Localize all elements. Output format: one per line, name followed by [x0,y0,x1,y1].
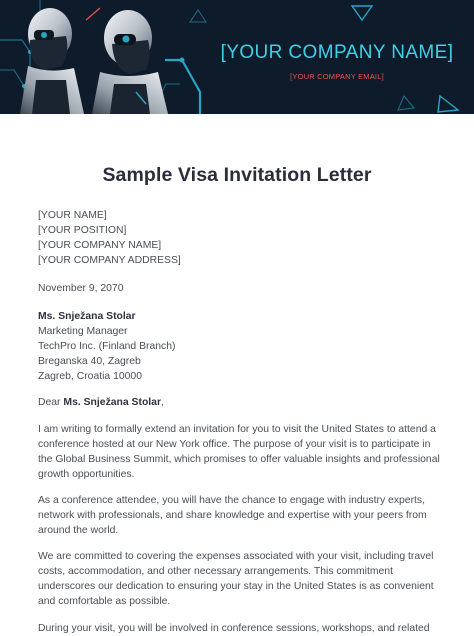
letter-title: Sample Visa Invitation Letter [102,164,372,186]
paragraph-line: growth opportunities. [38,469,135,480]
paragraph-line: We are committed to covering the expenses associated with your visit, including travel [38,551,434,562]
paragraph-line: conference hosted at our New York office. The purpose of your visit is to participate in [38,439,431,450]
paragraph-1 [38,422,443,482]
sender-address: [YOUR COMPANY ADDRESS] [38,255,181,266]
paragraph-line: the Global Business Summit, which promises to offer valuable insights and professional [38,454,440,465]
paragraph-2 [38,493,443,538]
recipient-company: TechPro Inc. (Finland Branch) [38,341,176,352]
letter-date [38,281,443,296]
paragraph-line: costs, accommodation, and other necessary arrangements. This commitment [38,566,393,577]
sender-position: [YOUR POSITION] [38,225,127,236]
paragraph-line: around the world. [38,525,119,536]
paragraph-4 [38,621,443,636]
paragraph-3 [38,549,443,609]
salutation-prefix: Dear [38,397,64,408]
recipient-title: Marketing Manager [38,326,128,337]
salutation [38,395,443,410]
paragraph-line: underscores our dedication to ensuring your stay in the United States is as convenient [38,581,434,592]
paragraph-line: and comfortable as possible. [38,596,171,607]
paragraph-line: I am writing to formally extend an invitation for you to visit the United States to attend a [38,424,436,435]
recipient-city: Zagreb, Croatia 10000 [38,371,142,382]
recipient-street: Breganska 40, Zagreb [38,356,141,367]
sender-company: [YOUR COMPANY NAME] [38,240,162,251]
company-email: [YOUR COMPANY EMAIL] [290,72,384,81]
salutation-name: Ms. Snježana Stolar [63,397,162,408]
paragraph-line: As a conference attendee, you will have the chance to engage with industry experts, [38,495,426,506]
sender-block [38,208,443,268]
salutation-suffix: , [161,397,164,408]
date-text: November 9, 2070 [38,283,124,294]
paragraph-line: network with professionals, and share knowledge and expertise with your peers from [38,510,427,521]
recipient-block [38,309,443,384]
paragraph-line: During your visit, you will be involved in conference sessions, workshops, and related [38,623,430,634]
company-name: [YOUR COMPANY NAME] [220,42,454,63]
sender-name: [YOUR NAME] [38,210,107,221]
header-banner [0,0,474,114]
recipient-name: Ms. Snježana Stolar [38,311,136,322]
